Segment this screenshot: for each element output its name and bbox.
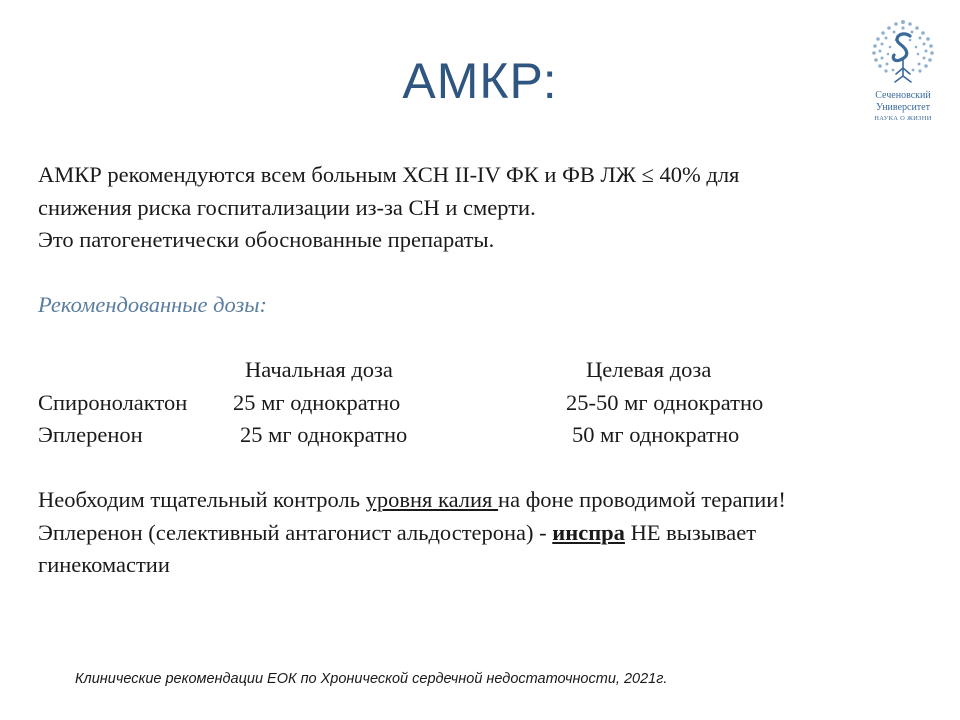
logo-text-line2: Университет	[876, 102, 930, 113]
eplerenone-note	[38, 517, 938, 550]
doses-heading: Рекомендованные дозы:	[38, 292, 267, 317]
intro-line-1: АМКР рекомендуются всем больным ХСН II-IV ФК и ФВ ЛЖ ≤ 40% для	[38, 162, 740, 187]
column-header-target-dose: Целевая доза	[586, 357, 712, 382]
dose-row-eplerenone	[38, 419, 938, 452]
start-dose: 25 мг однократно	[240, 422, 408, 447]
intro-line-2: снижения риска госпитализации из-за СН и смерти.	[38, 194, 536, 220]
gynecomastia-line: гинекомастии	[38, 552, 170, 577]
potassium-level-underlined: уровня калия	[365, 487, 499, 512]
drug-name: Эплеренон	[38, 422, 143, 447]
potassium-note-start: Необходим тщательный контроль	[38, 487, 366, 512]
tree-emblem-icon	[858, 14, 948, 90]
slide-body	[38, 159, 938, 582]
source-citation: Клинические рекомендации ЕОК по Хронической сердечной недостаточности, 2021г.	[75, 671, 668, 687]
intro-line-3: Это патогенетически обоснованные препараты.	[38, 227, 495, 252]
logo-tagline: НАУКА О ЖИЗНИ	[874, 115, 932, 122]
logo-text-line1: Сеченовский	[875, 90, 931, 101]
inspra-brand-name: инспра	[552, 519, 625, 545]
eplerenone-note-end: НЕ вызывает	[624, 519, 757, 545]
target-dose: 50 мг однократно	[572, 422, 740, 447]
target-dose: 25-50 мг однократно	[566, 389, 764, 415]
university-logo	[858, 14, 948, 126]
doses-header-row	[38, 354, 938, 387]
column-header-start-dose: Начальная доза	[245, 357, 393, 382]
drug-name: Спиронолактон	[38, 389, 188, 415]
slide-title: АМКР:	[402, 53, 558, 109]
dose-row-spironolactone	[38, 387, 938, 420]
eplerenone-note-start: Эплеренон (селективный антагонист альдостерона) -	[38, 519, 553, 545]
potassium-note-end: на фоне проводимой терапии!	[498, 487, 786, 512]
start-dose: 25 мг однократно	[233, 389, 401, 415]
potassium-note	[38, 484, 938, 517]
